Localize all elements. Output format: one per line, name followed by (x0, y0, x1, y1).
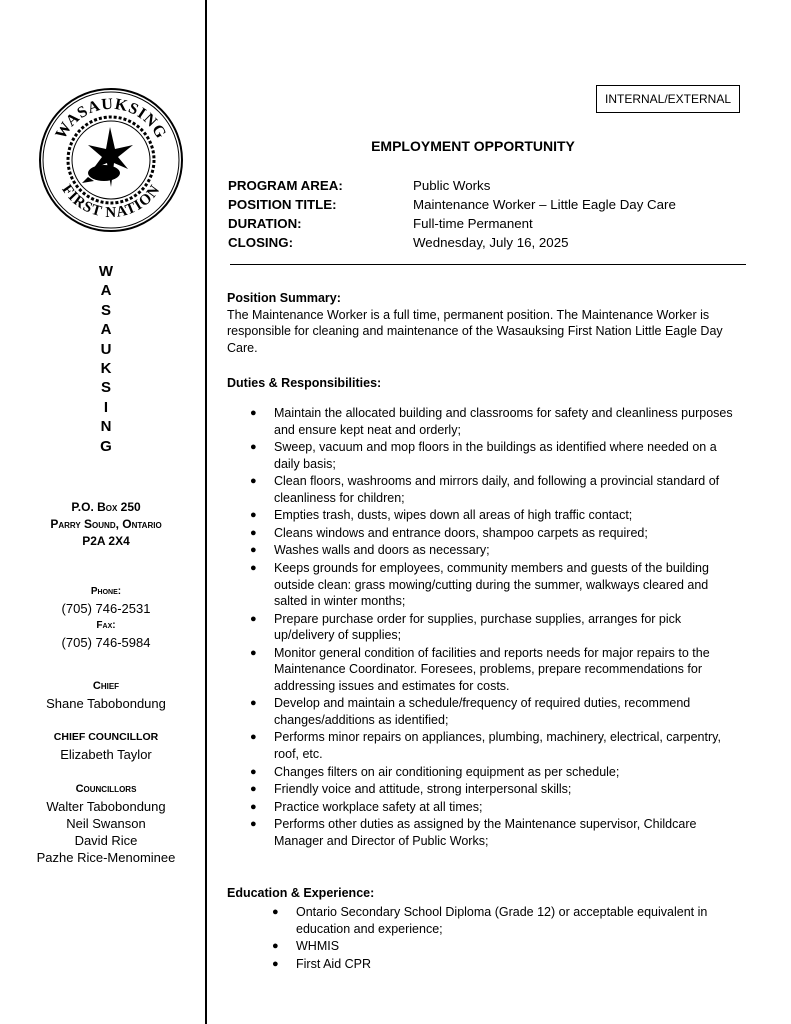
meta-value: Maintenance Worker – Little Eagle Day Care (413, 197, 676, 212)
first-nation-logo (38, 87, 184, 233)
bullet-icon: ● (250, 475, 257, 488)
bullet-icon: ● (250, 731, 257, 744)
list-item-text: Prepare purchase order for supplies, purchase supplies, arranges for pick up/delivery of supplies; (274, 611, 682, 643)
meta-value: Public Works (413, 178, 491, 193)
meta-label: DURATION: (228, 216, 302, 231)
address-line: Parry Sound, Ontario (50, 517, 162, 531)
list-item (250, 473, 744, 506)
sidebar-contact (8, 583, 204, 651)
meta-row-program-area (228, 176, 676, 195)
vertical-letter: K (100, 360, 112, 378)
list-item (250, 645, 744, 695)
chief-name: Shane Tabobondung (46, 696, 166, 711)
svg-text:WASAUKSING: WASAUKSING (52, 95, 170, 143)
bullet-icon: ● (272, 957, 279, 970)
meta-row-position-title (228, 195, 676, 214)
summary-title: Position Summary: (227, 291, 341, 305)
bullet-icon: ● (250, 818, 257, 831)
page-title: EMPLOYMENT OPPORTUNITY (371, 138, 575, 154)
list-item (250, 611, 744, 644)
vertical-letter: N (100, 418, 112, 436)
list-item-text: Washes walls and doors as necessary; (274, 543, 490, 558)
bullet-icon: ● (250, 800, 257, 813)
vertical-letter: A (100, 282, 112, 300)
meta-row-closing (228, 233, 676, 252)
vertical-letter: U (100, 340, 112, 358)
sidebar-chief (8, 678, 204, 712)
bullet-icon: ● (250, 407, 257, 419)
vertical-letter: S (100, 301, 111, 319)
sidebar-councillors (8, 781, 204, 866)
list-item (250, 799, 744, 816)
list-item-text: Performs other duties as assigned by the Maintenance supervisor, Childcare Manager and Director of Public Works; (274, 817, 697, 848)
list-item-text: Ontario Secondary School Diploma (Grade 12) or acceptable equivalent in education and experience; (296, 905, 708, 936)
vertical-name (96, 262, 116, 456)
sidebar-chief-councillor (8, 729, 204, 763)
list-item (272, 938, 744, 955)
position-summary (227, 290, 743, 356)
education-title: Education & Experience: (227, 886, 375, 900)
bullet-icon: ● (272, 906, 279, 918)
summary-text: The Maintenance Worker is a full time, permanent position. The Maintenance Worker is responsible for cleaning and maintenance of the Wasauksing First Nation Little Eagle Day Care. (227, 307, 723, 355)
list-item (272, 904, 744, 937)
bullet-icon: ● (250, 646, 257, 659)
education-heading (227, 885, 743, 902)
list-item (250, 560, 744, 610)
chief-label: Chief (92, 680, 120, 692)
sidebar-divider (205, 0, 207, 1024)
list-item (250, 764, 744, 781)
vertical-letter: G (100, 437, 112, 455)
list-item (250, 405, 744, 438)
list-item-text: Performs minor repairs on appliances, plumbing, machinery, electrical, carpentry, roof, etc. (274, 730, 721, 761)
bullet-icon: ● (250, 509, 257, 522)
list-item (250, 816, 744, 849)
phone-label: Phone: (90, 586, 122, 597)
vertical-letter: I (103, 398, 109, 416)
list-item-text: First Aid CPR (296, 956, 372, 971)
list-item (250, 695, 744, 728)
meta-label: PROGRAM AREA: (228, 178, 343, 193)
duties-title: Duties & Responsibilities: (227, 376, 382, 390)
bullet-icon: ● (250, 697, 257, 710)
fax-label: Fax: (96, 620, 116, 631)
chief-councillor-name: Elizabeth Taylor (60, 747, 152, 762)
vertical-letter: S (100, 379, 111, 397)
address-line: P2A 2X4 (82, 534, 130, 548)
list-item-text: Keeps grounds for employees, community members and guests of the building outside clean: grass mowing/cutting during the summer, walkways cleared and salted in winter months; (274, 561, 709, 609)
meta-row-duration (228, 214, 676, 233)
list-item (250, 439, 744, 472)
meta-label: POSITION TITLE: (228, 197, 337, 212)
councillor-name: Walter Tabobondung (46, 799, 166, 814)
bullet-icon: ● (250, 783, 257, 796)
list-item (250, 507, 744, 524)
list-item (250, 525, 744, 542)
list-item-text: Clean floors, washrooms and mirrors daily, and following a provincial standard of cleanliness for children; (274, 474, 720, 505)
vertical-letter: A (100, 321, 112, 339)
chief-councillor-label: CHIEF COUNCILLOR (53, 731, 159, 743)
bullet-icon: ● (250, 526, 257, 539)
councillor-name: David Rice (74, 833, 138, 848)
duties-heading (227, 375, 743, 392)
list-item (272, 956, 744, 973)
duties-list (250, 405, 744, 850)
councillor-name: Neil Swanson (66, 816, 146, 831)
list-item (250, 729, 744, 762)
bullet-icon: ● (250, 562, 257, 575)
list-item-text: Maintain the allocated building and classrooms for safety and cleanliness purposes and ensure kept neat and orderly; (274, 406, 733, 437)
list-item (250, 542, 744, 559)
bullet-icon: ● (250, 765, 257, 778)
meta-value: Full-time Permanent (413, 216, 533, 231)
job-meta (228, 176, 676, 252)
councillors-label: Councillors (75, 783, 137, 795)
phone-number: (705) 746-2531 (61, 601, 151, 616)
list-item-text: Sweep, vacuum and mop floors in the buildings as identified where needed on a daily basis; (274, 440, 717, 471)
section-divider (230, 264, 746, 265)
address-line: P.O. Box 250 (71, 500, 141, 514)
councillor-name: Pazhe Rice-Menominee (36, 850, 176, 865)
list-item-text: Friendly voice and attitude, strong interpersonal skills; (274, 782, 572, 797)
bullet-icon: ● (272, 940, 279, 952)
list-item-text: Monitor general condition of facilities and reports needs for major repairs to the Maintenance Coordinator. Foresees, problems, prepare recommendations for addressing issues and estimates for costs. (274, 645, 710, 693)
list-item-text: Practice workplace safety at all times; (274, 799, 483, 814)
meta-label: CLOSING: (228, 235, 294, 250)
list-item-text: Changes filters on air conditioning equipment as per schedule; (274, 764, 620, 779)
bullet-icon: ● (250, 612, 257, 625)
meta-value: Wednesday, July 16, 2025 (413, 235, 569, 250)
svg-text:FIRST NATION: FIRST NATION (58, 181, 164, 222)
list-item-text: Empties trash, dusts, wipes down all areas of high traffic contact; (274, 508, 633, 523)
fax-number: (705) 746-5984 (61, 635, 151, 650)
list-item-text: Cleans windows and entrance doors, shampoo carpets as required; (274, 525, 648, 540)
internal-external-tag: INTERNAL/EXTERNAL (596, 85, 740, 113)
vertical-letter: W (98, 263, 114, 280)
sidebar-address (8, 499, 204, 550)
list-item (250, 781, 744, 798)
list-item-text: WHMIS (296, 939, 340, 953)
bullet-icon: ● (250, 544, 257, 557)
bullet-icon: ● (250, 441, 257, 454)
education-list (272, 904, 744, 973)
list-item-text: Develop and maintain a schedule/frequency of required duties, recommend changes/additions as identified; (274, 696, 691, 727)
